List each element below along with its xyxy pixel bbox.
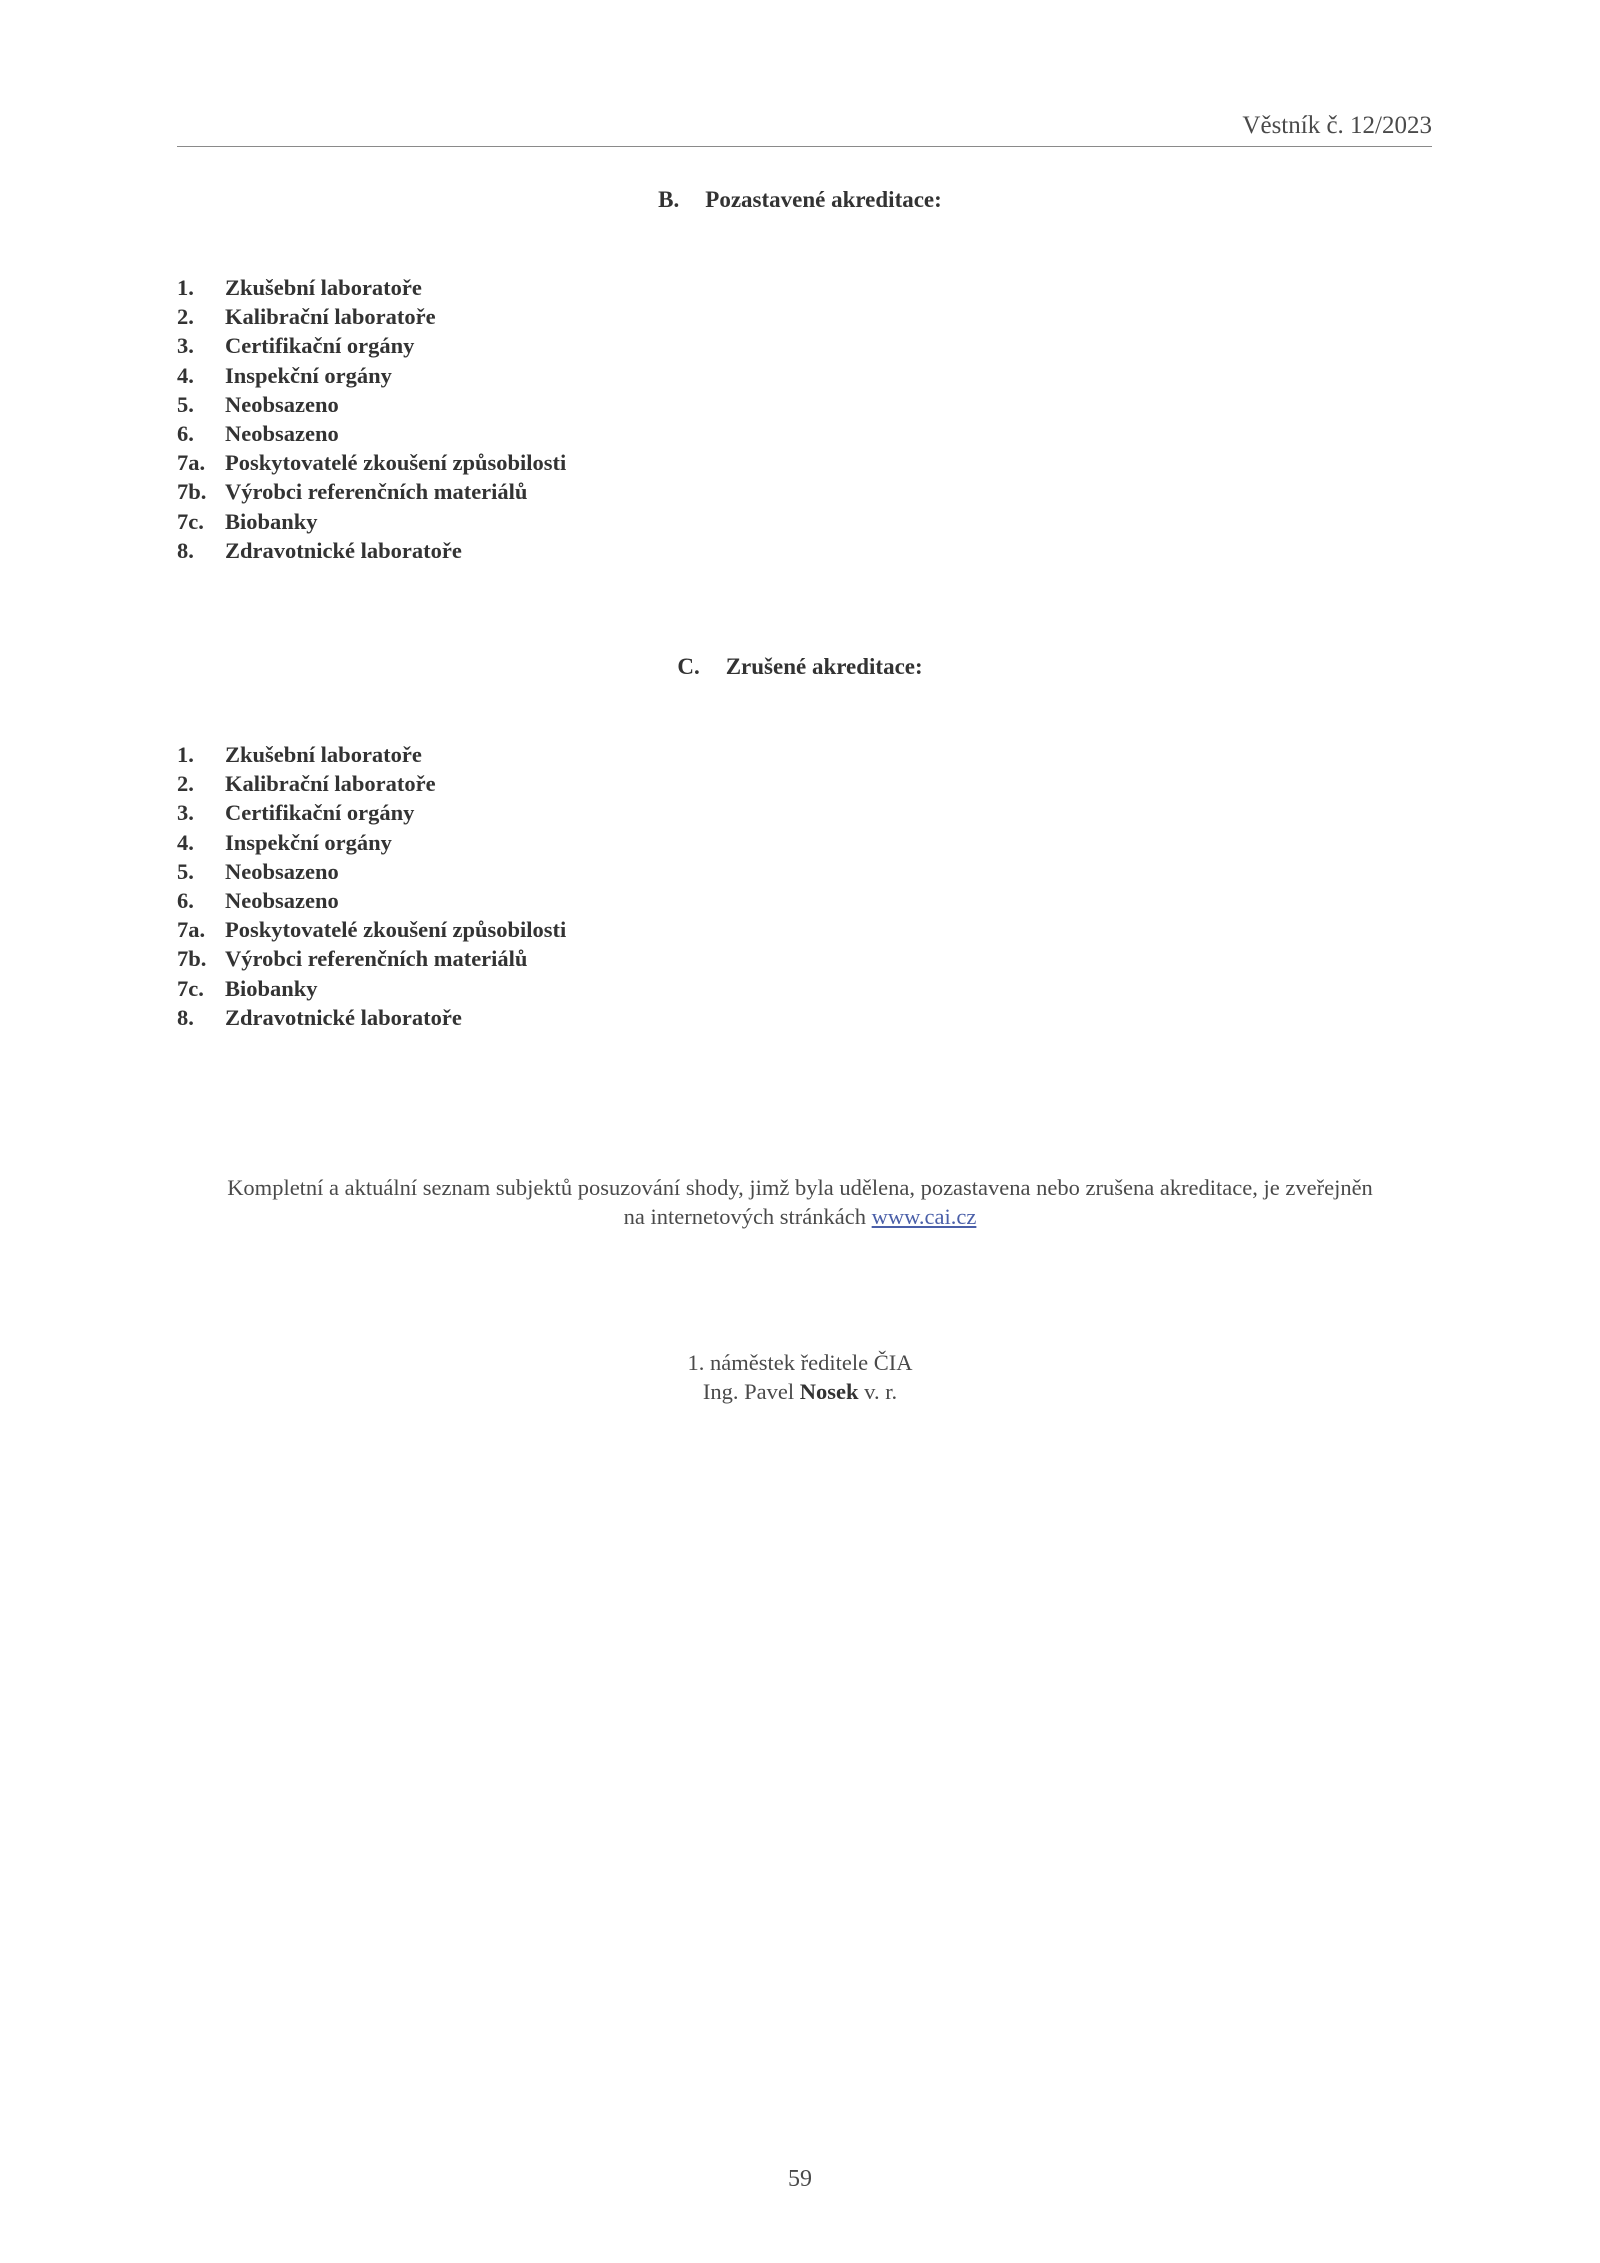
list-item (177, 886, 566, 915)
list-item (177, 331, 566, 360)
signatory-name-prefix: Ing. Pavel (702, 1379, 795, 1404)
section-c-list (177, 740, 566, 1032)
list-item-number: 2. (177, 771, 194, 797)
list-item-number: 1. (177, 275, 194, 300)
list-item (177, 915, 566, 944)
list-item-label: Zdravotnické laboratoře (225, 537, 462, 563)
list-item-number: 6. (177, 421, 194, 447)
list-item (177, 507, 566, 536)
info-note-line-1: Kompletní a aktuální seznam subjektů posuzování shody, jimž byla udělena, pozastavena nebo zrušena akreditace, je zveřejněn (227, 1175, 1373, 1200)
list-item-label: Inspekční orgány (225, 362, 392, 388)
list-item-number: 7a. (177, 450, 206, 476)
signatory-surname: Nosek (799, 1379, 859, 1404)
list-item-number: 7b. (177, 479, 207, 505)
list-item (177, 536, 566, 565)
list-item-label: Poskytovatelé zkoušení způsobilosti (225, 450, 567, 476)
cai-website-link[interactable]: www.cai.cz (871, 1204, 977, 1229)
signatory-role: 1. náměstek ředitele ČIA (687, 1350, 913, 1375)
list-item-number: 3. (177, 800, 194, 826)
bulletin-title: Věstník č. 12/2023 (1242, 112, 1432, 139)
list-item-number: 4. (177, 829, 194, 855)
list-item-label: Kalibrační laboratoře (225, 304, 436, 330)
list-item-label: Kalibrační laboratoře (225, 771, 436, 797)
section-c-heading (0, 654, 1600, 680)
info-note (0, 1173, 1600, 1231)
list-item (177, 1003, 566, 1032)
list-item-label: Neobsazeno (225, 421, 339, 447)
list-item (177, 828, 566, 857)
list-item-number: 8. (177, 1004, 194, 1030)
section-b-heading (0, 187, 1600, 213)
list-item-label: Poskytovatelé zkoušení způsobilosti (225, 917, 567, 943)
section-c-title: Zrušené akreditace: (725, 654, 923, 679)
info-note-prefix: na internetových stránkách (623, 1204, 867, 1229)
list-item-label: Certifikační orgány (225, 800, 415, 826)
list-item-label: Zkušební laboratoře (225, 742, 422, 767)
list-item (177, 448, 566, 477)
list-item-label: Biobanky (225, 508, 318, 534)
list-item-label: Neobsazeno (225, 391, 339, 417)
list-item-label: Výrobci referenčních materiálů (225, 479, 528, 505)
list-item (177, 857, 566, 886)
list-item (177, 302, 566, 331)
list-item (177, 798, 566, 827)
list-item-number: 7c. (177, 508, 204, 534)
signatory-name (0, 1377, 1600, 1406)
list-item (177, 361, 566, 390)
list-item-number: 4. (177, 362, 194, 388)
list-item-number: 1. (177, 742, 194, 767)
list-item-label: Výrobci referenčních materiálů (225, 946, 528, 972)
list-item (177, 273, 566, 302)
list-item (177, 419, 566, 448)
list-item-number: 3. (177, 333, 194, 359)
list-item-label: Biobanky (225, 975, 318, 1001)
header-divider (177, 146, 1432, 147)
signatory-suffix: v. r. (864, 1379, 898, 1404)
info-note-line-2 (0, 1202, 1600, 1231)
list-item-number: 5. (177, 391, 194, 417)
list-item (177, 769, 566, 798)
section-b-letter: B. (658, 187, 680, 212)
list-item-label: Zkušební laboratoře (225, 275, 422, 300)
list-item (177, 390, 566, 419)
list-item-number: 7a. (177, 917, 206, 943)
section-b-list (177, 273, 566, 565)
list-item-label: Neobsazeno (225, 888, 339, 914)
signature-block (0, 1348, 1600, 1406)
list-item-label: Neobsazeno (225, 858, 339, 884)
list-item-label: Zdravotnické laboratoře (225, 1004, 462, 1030)
list-item-number: 7c. (177, 975, 204, 1001)
list-item (177, 944, 566, 973)
list-item (177, 740, 566, 769)
list-item (177, 477, 566, 506)
list-item-number: 7b. (177, 946, 207, 972)
list-item-number: 6. (177, 888, 194, 914)
page-number: 59 (788, 2166, 812, 2192)
list-item-number: 5. (177, 858, 194, 884)
list-item-label: Inspekční orgány (225, 829, 392, 855)
section-b-title: Pozastavené akreditace: (705, 187, 942, 212)
list-item-number: 2. (177, 304, 194, 330)
list-item (177, 974, 566, 1003)
list-item-label: Certifikační orgány (225, 333, 415, 359)
section-c-letter: C. (677, 654, 700, 679)
list-item-number: 8. (177, 537, 194, 563)
